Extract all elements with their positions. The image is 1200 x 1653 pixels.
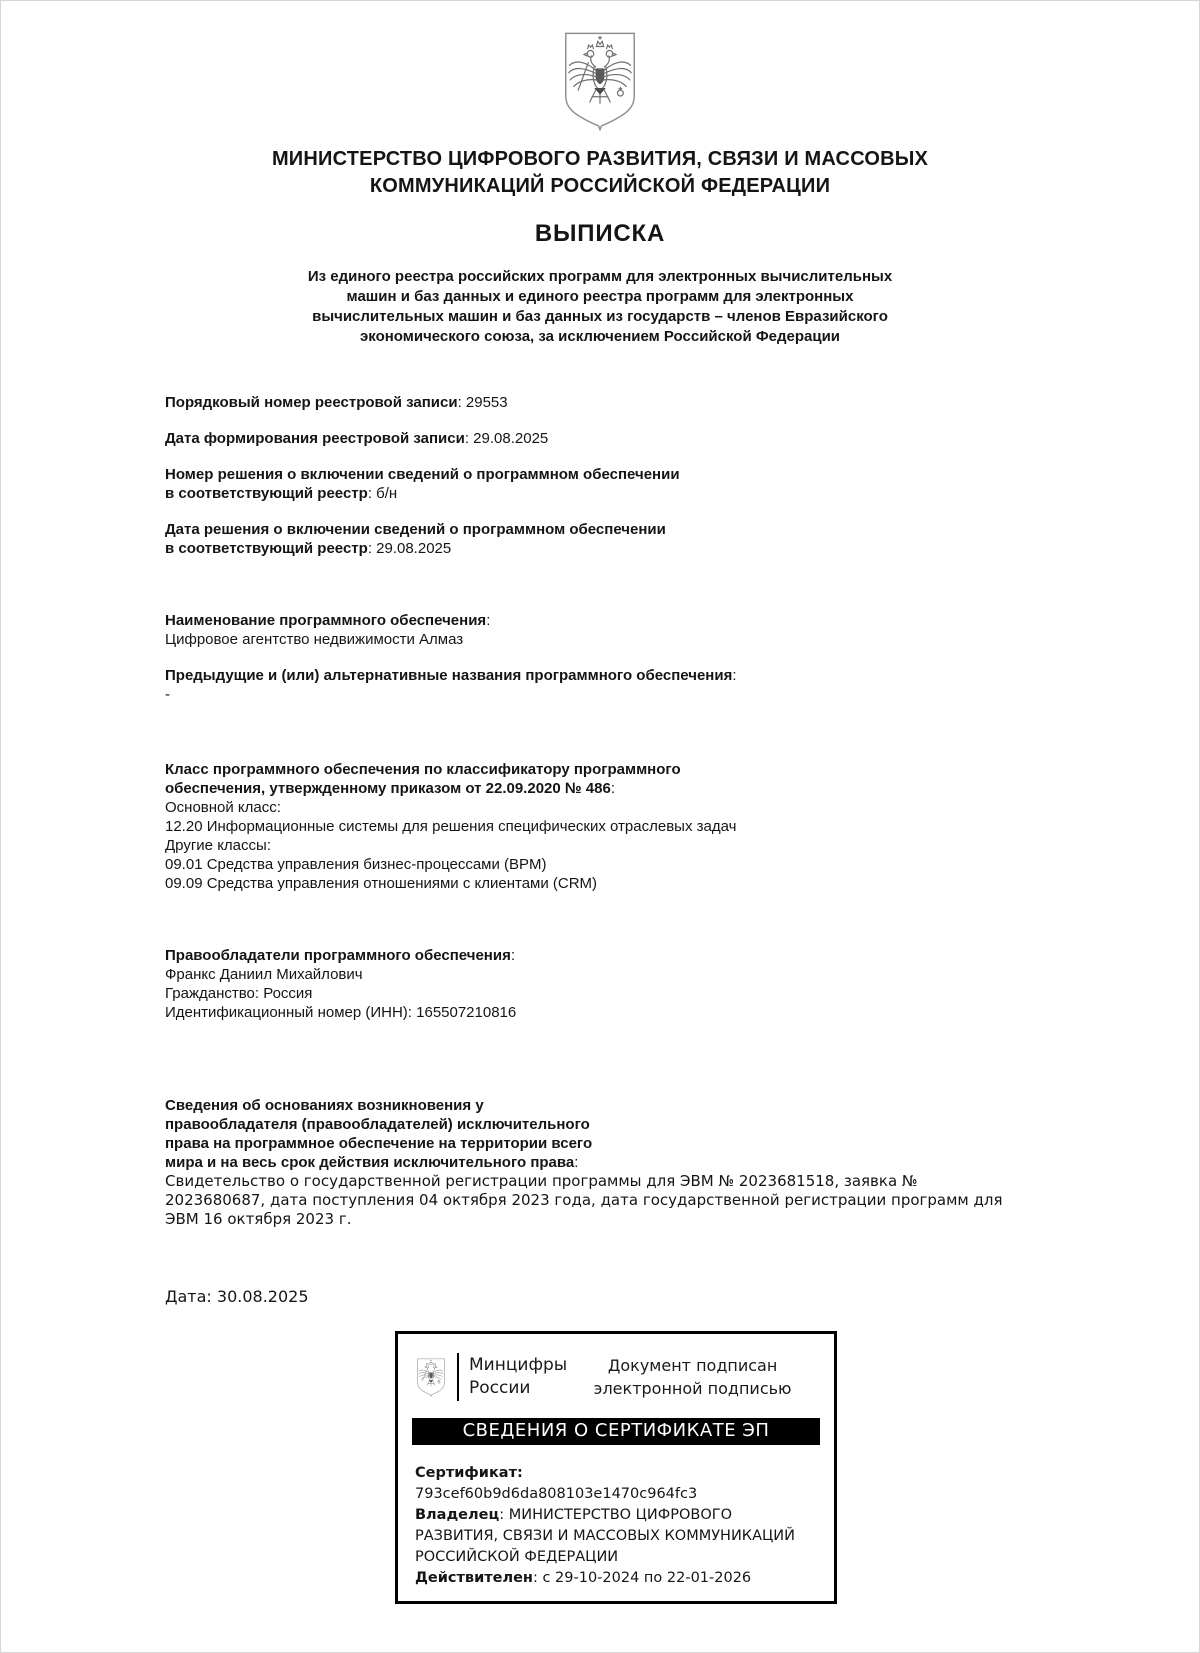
ministry-title [0,146,1200,200]
field-label-continued: обеспечения, утвержденному приказом от 22.09.2020 № 486: [165,780,615,797]
vertical-divider [457,1353,459,1401]
field-label: Дата формирования реестровой записи [165,430,465,447]
field-software-name [165,611,1090,649]
field-order-number [165,393,1090,412]
signed-statement: Документ подписан электронной подписью [593,1356,792,1398]
subtitle-line: экономического союза, за исключением Российской Федерации [359,328,841,345]
field-label: Номер решения о включении сведений о программном обеспечении [165,466,680,483]
field-value: 09.09 Средства управления отношениями с клиентами (CRM) [165,875,598,892]
minzifry-emblem-icon [414,1357,448,1397]
certificate-label: Сертификат: [415,1465,523,1481]
field-value: Другие классы: [165,837,271,854]
field-label: мира и на весь срок действия исключительного права: [165,1154,579,1171]
subtitle-line: машин и баз данных и единого реестра программ для электронных [346,288,854,305]
field-label: права на программное обеспечение на территории всего [165,1135,593,1152]
document-subtitle [0,267,1200,347]
coat-of-arms-icon [556,29,644,131]
document-type-title: ВЫПИСКА [534,220,666,247]
field-value: Франкс Даниил Михайлович [165,966,363,983]
field-label: Наименование программного обеспечения: [165,612,491,629]
field-label: Правообладатели программного обеспечения: [165,947,515,964]
field-value: Свидетельство о государственной регистрации программы для ЭВМ № 2023681518, заявка № [165,1172,918,1190]
field-label: Класс программного обеспечения по классификатору программного [165,761,681,778]
subtitle-line: Из единого реестра российских программ для электронных вычислительных [307,268,893,285]
field-label: правообладателя (правообладателей) исключительного [165,1116,590,1133]
field-record-date [165,429,1090,448]
field-label: Сведения об основаниях возникновения у [165,1097,484,1114]
signature-stamp-header [398,1334,834,1401]
field-value: 12.20 Информационные системы для решения специфических отраслевых задач [165,818,737,835]
subtitle-line: вычислительных машин и баз данных из государств – членов Евразийского [312,308,888,325]
field-value: : 29.08.2025 [367,540,452,557]
certificate-owner: Владелец: МИНИСТЕРСТВО ЦИФРОВОГО [415,1507,733,1523]
field-label: Дата решения о включении сведений о программном обеспечении [165,521,666,538]
field-value: 09.01 Средства управления бизнес-процессами (BPM) [165,856,547,873]
field-label: Порядковый номер реестровой записи [165,394,458,411]
field-value: : 29553 [457,394,508,411]
document-fields [165,393,1090,1229]
document-date: Дата: 30.08.2025 [165,1287,309,1306]
field-value: Основной класс: [165,799,281,816]
certificate-value: 793cef60b9d6da808103e1470c964fc3 [415,1486,698,1502]
field-value: : б/н [367,485,398,502]
certificate-validity: Действителен: с 29-10-2024 по 22-01-2026 [415,1570,752,1586]
field-label-continued: в соответствующий реестр: б/н [165,485,398,502]
field-label: Предыдущие и (или) альтернативные названия программного обеспечения: [165,667,737,684]
field-value: ЭВМ 16 октября 2023 г. [165,1210,352,1228]
certificate-banner: СВЕДЕНИЯ О СЕРТИФИКАТЕ ЭП [412,1418,820,1445]
ministry-title-line2: КОММУНИКАЦИЙ РОССИЙСКОЙ ФЕДЕРАЦИИ [369,175,831,197]
certificate-owner-line: РАЗВИТИЯ, СВЯЗИ И МАССОВЫХ КОММУНИКАЦИЙ [415,1528,795,1544]
signature-stamp [395,1331,837,1604]
certificate-details [398,1445,834,1601]
field-right-holders [165,946,1090,1022]
field-value: : 29.08.2025 [464,430,549,447]
field-value: - [165,686,170,703]
field-decision-date [165,520,1090,558]
org-name: Минцифры России [469,1355,568,1398]
certificate-owner-line: РОССИЙСКОЙ ФЕДЕРАЦИИ [415,1549,619,1565]
field-decision-number [165,465,1090,503]
field-software-class [165,760,1090,893]
field-value: Цифровое агентство недвижимости Алмаз [165,631,464,648]
ministry-title-line1: МИНИСТЕРСТВО ЦИФРОВОГО РАЗВИТИЯ, СВЯЗИ И МАССОВЫХ [271,148,929,170]
field-alt-names [165,666,1090,704]
field-value: Идентификационный номер (ИНН): 165507210816 [165,1004,517,1021]
field-grounds [165,1096,1090,1229]
field-label-continued: в соответствующий реестр: 29.08.2025 [165,540,452,557]
field-value: Гражданство: Россия [165,985,313,1002]
field-value: 2023680687, дата поступления 04 октября 2023 года, дата государственной регистрации программ для [165,1191,1003,1209]
